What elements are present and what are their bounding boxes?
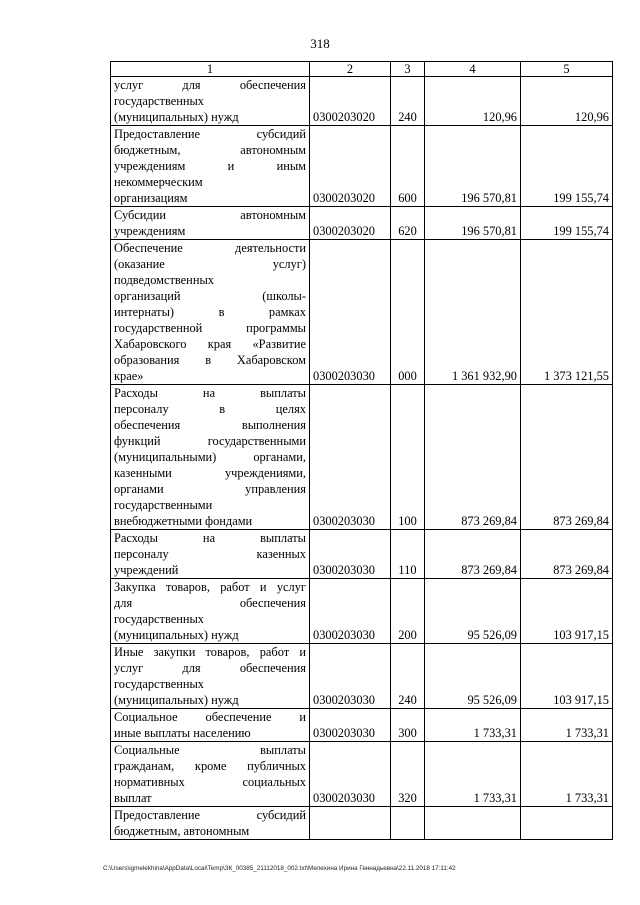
amount-year-1: 1 733,31 bbox=[425, 742, 521, 807]
amount-year-2: 103 917,15 bbox=[521, 579, 613, 644]
description-line: крае» bbox=[114, 369, 144, 383]
table-row bbox=[111, 579, 613, 644]
description-line: Социальное обеспечение и bbox=[114, 710, 306, 724]
description-line: Иные закупки товаров, работ и bbox=[114, 645, 306, 659]
description-line: казенными учреждениями, bbox=[114, 466, 306, 480]
amount-year-2: 873 269,84 bbox=[521, 385, 613, 530]
description-line: персоналу в целях bbox=[114, 402, 306, 416]
description-line: Расходы на выплаты bbox=[114, 386, 306, 400]
target-article-code: 0300203030 bbox=[310, 709, 391, 742]
description-line: (муниципальных) нужд bbox=[114, 628, 239, 642]
amount-year-2: 1 733,31 bbox=[521, 709, 613, 742]
description-line: образования в Хабаровском bbox=[114, 353, 306, 367]
description-line: выплат bbox=[114, 791, 152, 805]
description-line: (муниципальными) органами, bbox=[114, 450, 306, 464]
expense-type-code: 000 bbox=[391, 240, 425, 385]
description-line: Предоставление субсидий bbox=[114, 127, 306, 141]
target-article-code: 0300203020 bbox=[310, 207, 391, 240]
description-line: Хабаровского края «Развитие bbox=[114, 337, 306, 351]
table-row bbox=[111, 644, 613, 709]
amount-year-2: 1 733,31 bbox=[521, 742, 613, 807]
expense-type-code: 320 bbox=[391, 742, 425, 807]
description-line: для обеспечения bbox=[114, 596, 306, 610]
description-line: Закупка товаров, работ и услуг bbox=[114, 580, 306, 594]
table-body bbox=[111, 77, 613, 840]
description-line: гражданам, кроме публичных bbox=[114, 759, 306, 773]
description-line: учреждениям bbox=[114, 224, 186, 238]
target-article-code: 0300203030 bbox=[310, 644, 391, 709]
description-line: (муниципальных) нужд bbox=[114, 693, 239, 707]
table-row bbox=[111, 807, 613, 840]
description-line: услуг для обеспечения bbox=[114, 78, 306, 92]
amount-year-2: 199 155,74 bbox=[521, 126, 613, 207]
description-line: интернаты) в рамках bbox=[114, 305, 306, 319]
description-line: услуг для обеспечения bbox=[114, 661, 306, 675]
amount-year-1: 873 269,84 bbox=[425, 385, 521, 530]
description-line: бюджетным, автономным bbox=[114, 143, 306, 157]
header-col-3: 3 bbox=[391, 62, 425, 77]
expense-type-code: 600 bbox=[391, 126, 425, 207]
header-col-4: 4 bbox=[425, 62, 521, 77]
description-line: государственных bbox=[114, 677, 205, 691]
target-article-code: 0300203030 bbox=[310, 530, 391, 579]
row-description bbox=[111, 126, 310, 207]
description-line: организациям bbox=[114, 191, 188, 205]
amount-year-1: 95 526,09 bbox=[425, 579, 521, 644]
expense-type-code: 300 bbox=[391, 709, 425, 742]
expense-type-code: 200 bbox=[391, 579, 425, 644]
target-article-code: 0300203030 bbox=[310, 579, 391, 644]
amount-year-1: 1 361 932,90 bbox=[425, 240, 521, 385]
amount-year-2 bbox=[521, 807, 613, 840]
row-description bbox=[111, 530, 310, 579]
description-line: (муниципальных) нужд bbox=[114, 110, 239, 124]
table-row bbox=[111, 530, 613, 579]
row-description bbox=[111, 807, 310, 840]
description-line: государственных bbox=[114, 94, 205, 108]
amount-year-1 bbox=[425, 807, 521, 840]
amount-year-2: 120,96 bbox=[521, 77, 613, 126]
table-row bbox=[111, 207, 613, 240]
row-description bbox=[111, 644, 310, 709]
description-line: органами управления bbox=[114, 482, 306, 496]
expense-type-code: 240 bbox=[391, 77, 425, 126]
table-row bbox=[111, 77, 613, 126]
amount-year-1: 196 570,81 bbox=[425, 126, 521, 207]
description-line: иные выплаты населению bbox=[114, 726, 251, 740]
description-line: Расходы на выплаты bbox=[114, 531, 306, 545]
description-line: Социальные выплаты bbox=[114, 743, 306, 757]
row-description bbox=[111, 579, 310, 644]
description-line: функций государственными bbox=[114, 434, 306, 448]
budget-table bbox=[110, 61, 613, 840]
table-row bbox=[111, 385, 613, 530]
description-line: Предоставление субсидий bbox=[114, 808, 306, 822]
target-article-code: 0300203020 bbox=[310, 126, 391, 207]
description-line: некоммерческим bbox=[114, 175, 203, 189]
table-row bbox=[111, 240, 613, 385]
description-line: организаций (школы- bbox=[114, 289, 306, 303]
amount-year-2: 199 155,74 bbox=[521, 207, 613, 240]
row-description bbox=[111, 385, 310, 530]
amount-year-1: 196 570,81 bbox=[425, 207, 521, 240]
header-row bbox=[111, 62, 613, 77]
expense-type-code: 620 bbox=[391, 207, 425, 240]
header-col-2: 2 bbox=[310, 62, 391, 77]
amount-year-1: 1 733,31 bbox=[425, 709, 521, 742]
description-line: Субсидии автономным bbox=[114, 208, 306, 222]
row-description bbox=[111, 77, 310, 126]
description-line: Обеспечение деятельности bbox=[114, 241, 306, 255]
expense-type-code: 240 bbox=[391, 644, 425, 709]
description-line: бюджетным, автономным bbox=[114, 824, 250, 838]
description-line: государственной программы bbox=[114, 321, 306, 335]
file-path-footer: C:\Users\igmelekhina\AppData\Local\Temp\ЗК_00385_21112018_002.txt\Мелехина Ирина Геннадьевна\22.11.2018 17:11:42 bbox=[103, 865, 456, 872]
amount-year-2: 103 917,15 bbox=[521, 644, 613, 709]
description-line: государственными bbox=[114, 498, 213, 512]
description-line: (оказание услуг) bbox=[114, 257, 306, 271]
description-line: обеспечения выполнения bbox=[114, 418, 306, 432]
target-article-code: 0300203030 bbox=[310, 742, 391, 807]
amount-year-1: 120,96 bbox=[425, 77, 521, 126]
expense-type-code: 100 bbox=[391, 385, 425, 530]
description-line: подведомственных bbox=[114, 273, 214, 287]
header-col-5: 5 bbox=[521, 62, 613, 77]
table-row bbox=[111, 126, 613, 207]
description-line: учреждениям и иным bbox=[114, 159, 306, 173]
expense-type-code: 110 bbox=[391, 530, 425, 579]
description-line: учреждений bbox=[114, 563, 179, 577]
row-description bbox=[111, 207, 310, 240]
amount-year-1: 95 526,09 bbox=[425, 644, 521, 709]
table-row bbox=[111, 742, 613, 807]
expense-type-code bbox=[391, 807, 425, 840]
target-article-code: 0300203030 bbox=[310, 240, 391, 385]
row-description bbox=[111, 240, 310, 385]
description-line: внебюджетными фондами bbox=[114, 514, 253, 528]
amount-year-2: 873 269,84 bbox=[521, 530, 613, 579]
amount-year-2: 1 373 121,55 bbox=[521, 240, 613, 385]
page-number: 318 bbox=[310, 36, 330, 51]
description-line: нормативных социальных bbox=[114, 775, 306, 789]
target-article-code bbox=[310, 807, 391, 840]
target-article-code: 0300203030 bbox=[310, 385, 391, 530]
amount-year-1: 873 269,84 bbox=[425, 530, 521, 579]
description-line: персоналу казенных bbox=[114, 547, 306, 561]
row-description bbox=[111, 742, 310, 807]
header-col-1: 1 bbox=[111, 62, 310, 77]
description-line: государственных bbox=[114, 612, 205, 626]
target-article-code: 0300203020 bbox=[310, 77, 391, 126]
row-description bbox=[111, 709, 310, 742]
table-row bbox=[111, 709, 613, 742]
